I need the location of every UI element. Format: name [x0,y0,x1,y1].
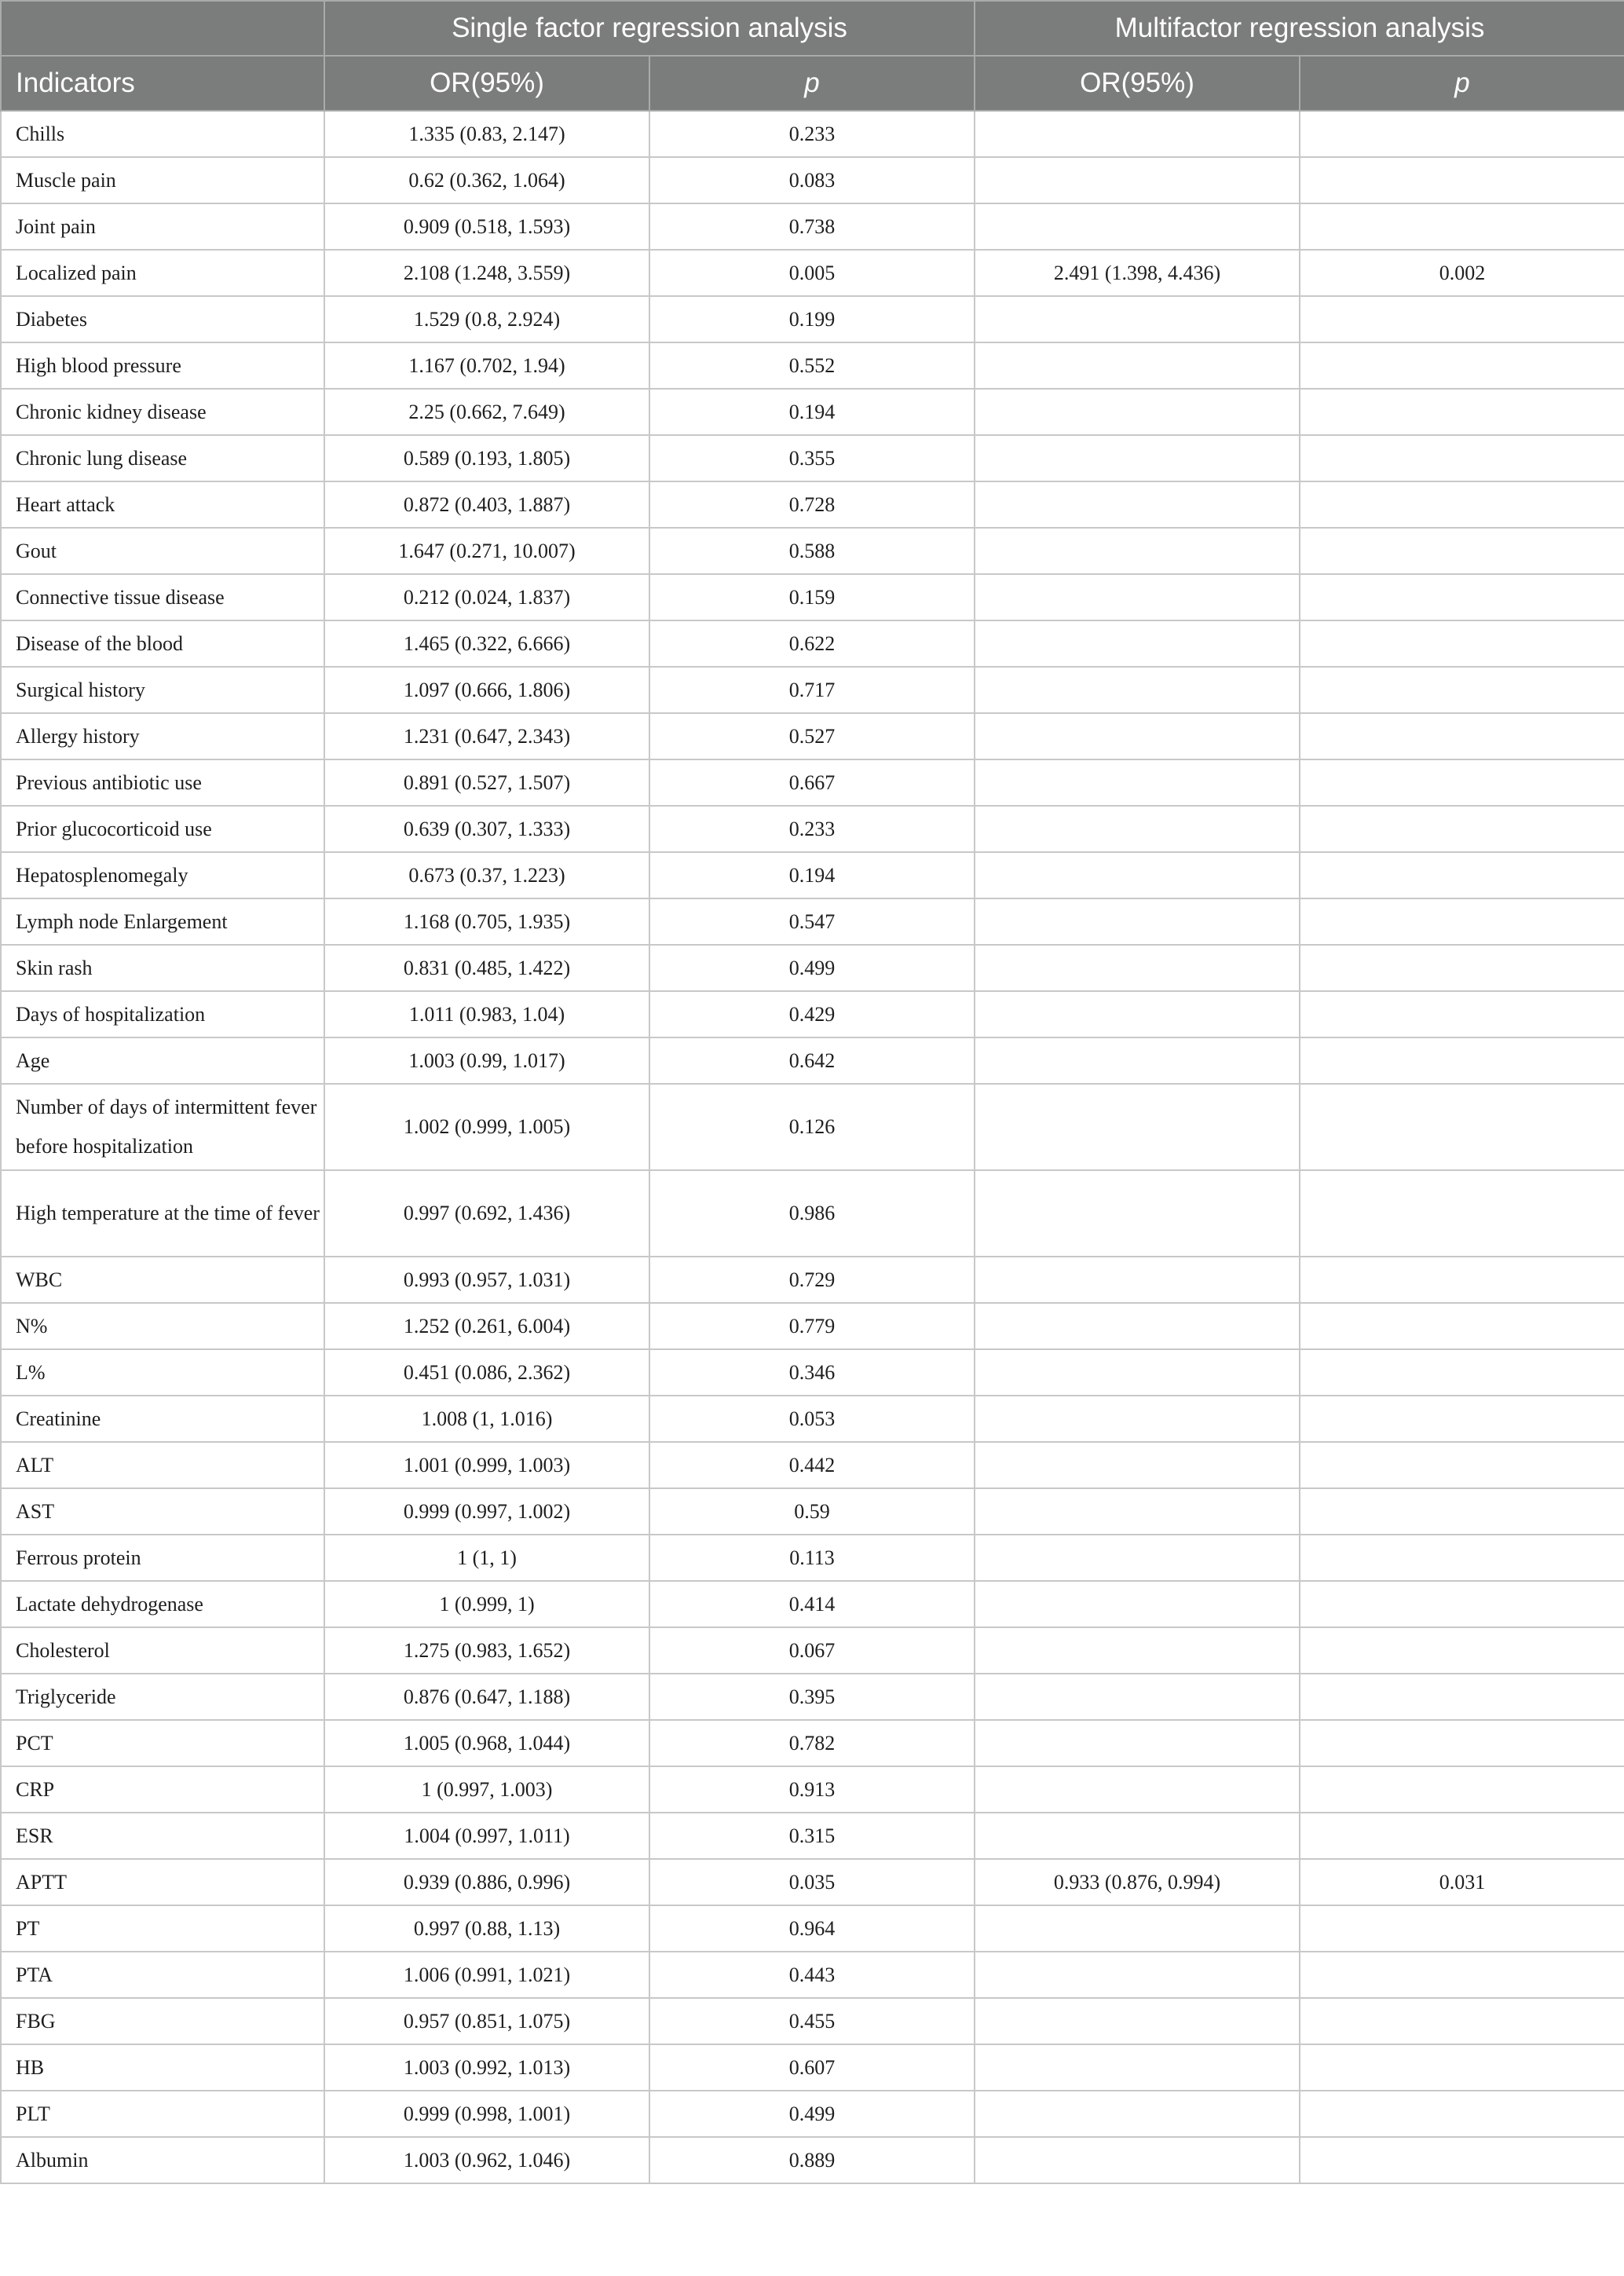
p-multi-cell [1300,435,1624,481]
or-single-cell: 1.167 (0.702, 1.94) [324,342,649,389]
table-row [1,1084,1624,1170]
or-multi-cell [975,1766,1300,1813]
indicator-cell: Chronic lung disease [1,435,324,481]
or-multi-cell [975,1813,1300,1859]
table-row [1,852,1624,898]
p-multi-cell: 0.002 [1300,250,1624,296]
indicator-cell: Allergy history [1,713,324,759]
indicator-cell: L% [1,1349,324,1396]
p-multi-cell [1300,1905,1624,1952]
indicator-cell: ALT [1,1442,324,1488]
or-single-cell: 0.212 (0.024, 1.837) [324,574,649,620]
indicator-cell: Albumin [1,2137,324,2183]
or-single-cell: 0.673 (0.37, 1.223) [324,852,649,898]
or-multi-cell [975,991,1300,1037]
p-multi-cell [1300,528,1624,574]
p-single-cell: 0.667 [649,759,975,806]
or-multi-cell [975,342,1300,389]
table-row [1,111,1624,157]
p-multi-cell [1300,203,1624,250]
table-row [1,1627,1624,1674]
p-single-cell: 0.59 [649,1488,975,1535]
table-row [1,667,1624,713]
p-multi-cell [1300,713,1624,759]
indicator-cell: Lymph node Enlargement [1,898,324,945]
p-multi-cell [1300,2044,1624,2091]
or-multi-cell [975,1998,1300,2044]
or-multi-cell [975,1952,1300,1998]
or-multi-cell [975,203,1300,250]
p-multi-cell [1300,296,1624,342]
or-single-cell: 1.252 (0.261, 6.004) [324,1303,649,1349]
indicator-cell: Previous antibiotic use [1,759,324,806]
p-multi-cell [1300,157,1624,203]
or-multi-cell [975,574,1300,620]
table-row [1,435,1624,481]
header-single-factor: Single factor regression analysis [324,1,975,56]
or-multi-cell [975,1905,1300,1952]
or-single-cell: 1.529 (0.8, 2.924) [324,296,649,342]
or-single-cell: 1.335 (0.83, 2.147) [324,111,649,157]
p-single-cell: 0.067 [649,1627,975,1674]
table-row [1,1905,1624,1952]
table-header [1,1,1624,111]
p-single-cell: 0.622 [649,620,975,667]
or-multi-cell [975,1674,1300,1720]
or-multi-cell [975,1627,1300,1674]
p-multi-cell [1300,481,1624,528]
or-multi-cell [975,713,1300,759]
table-row [1,250,1624,296]
indicator-cell: PT [1,1905,324,1952]
p-single-cell: 0.233 [649,111,975,157]
p-multi-cell [1300,1349,1624,1396]
indicator-cell: Number of days of intermittent fever before hospitalization [1,1084,324,1170]
or-multi-cell [975,1170,1300,1257]
table-row [1,991,1624,1037]
p-single-cell: 0.113 [649,1535,975,1581]
or-single-cell: 0.997 (0.692, 1.436) [324,1170,649,1257]
indicator-cell: WBC [1,1257,324,1303]
p-multi-cell [1300,342,1624,389]
p-single-cell: 0.315 [649,1813,975,1859]
indicator-cell: Joint pain [1,203,324,250]
or-multi-cell [975,759,1300,806]
or-multi-cell [975,1349,1300,1396]
header-column-row [1,56,1624,111]
p-multi-cell [1300,898,1624,945]
p-multi-cell [1300,1303,1624,1349]
p-single-cell: 0.588 [649,528,975,574]
or-multi-cell [975,528,1300,574]
or-multi-cell [975,1581,1300,1627]
p-multi-cell [1300,1720,1624,1766]
table-row [1,1037,1624,1084]
or-single-cell: 1.005 (0.968, 1.044) [324,1720,649,1766]
p-multi-cell [1300,1084,1624,1170]
p-single-cell: 0.126 [649,1084,975,1170]
or-single-cell: 1 (1, 1) [324,1535,649,1581]
p-single-cell: 0.429 [649,991,975,1037]
or-single-cell: 2.25 (0.662, 7.649) [324,389,649,435]
indicator-cell: Prior glucocorticoid use [1,806,324,852]
or-multi-cell [975,806,1300,852]
p-single-cell: 0.442 [649,1442,975,1488]
or-multi-cell [975,852,1300,898]
p-single-cell: 0.779 [649,1303,975,1349]
p-single-cell: 0.728 [649,481,975,528]
p-single-cell: 0.355 [649,435,975,481]
or-single-cell: 1.003 (0.99, 1.017) [324,1037,649,1084]
table-row [1,620,1624,667]
indicator-cell: Cholesterol [1,1627,324,1674]
p-multi-cell [1300,2091,1624,2137]
or-multi-cell [975,898,1300,945]
table-row [1,898,1624,945]
p-multi-cell [1300,1442,1624,1488]
indicator-cell: High blood pressure [1,342,324,389]
or-multi-cell [975,945,1300,991]
or-single-cell: 1.008 (1, 1.016) [324,1396,649,1442]
p-multi-cell: 0.031 [1300,1859,1624,1905]
p-multi-cell [1300,1257,1624,1303]
table-row [1,1581,1624,1627]
p-multi-cell [1300,1998,1624,2044]
or-multi-cell [975,1396,1300,1442]
or-single-cell: 1 (0.997, 1.003) [324,1766,649,1813]
or-multi-cell [975,1303,1300,1349]
p-single-cell: 0.527 [649,713,975,759]
p-single-cell: 0.717 [649,667,975,713]
indicator-cell: Hepatosplenomegaly [1,852,324,898]
p-multi-cell [1300,1813,1624,1859]
p-single-cell: 0.199 [649,296,975,342]
or-multi-cell [975,296,1300,342]
or-single-cell: 1.097 (0.666, 1.806) [324,667,649,713]
table-body [1,111,1624,2183]
or-multi-cell [975,481,1300,528]
table-row [1,1813,1624,1859]
table-row [1,296,1624,342]
table-row [1,945,1624,991]
or-single-cell: 1.001 (0.999, 1.003) [324,1442,649,1488]
p-multi-cell [1300,945,1624,991]
or-single-cell: 1.231 (0.647, 2.343) [324,713,649,759]
table-row [1,1535,1624,1581]
p-multi-cell [1300,1037,1624,1084]
or-single-cell: 0.993 (0.957, 1.031) [324,1257,649,1303]
header-group-row [1,1,1624,56]
table-row [1,1720,1624,1766]
or-single-cell: 1 (0.999, 1) [324,1581,649,1627]
p-single-cell: 0.414 [649,1581,975,1627]
or-single-cell: 0.999 (0.998, 1.001) [324,2091,649,2137]
p-single-cell: 0.083 [649,157,975,203]
or-single-cell: 0.589 (0.193, 1.805) [324,435,649,481]
indicator-cell: Localized pain [1,250,324,296]
indicator-cell: APTT [1,1859,324,1905]
indicator-cell: Chronic kidney disease [1,389,324,435]
or-multi-cell [975,620,1300,667]
p-single-cell: 0.642 [649,1037,975,1084]
indicator-cell: Creatinine [1,1396,324,1442]
table-row [1,481,1624,528]
or-multi-cell [975,1037,1300,1084]
or-multi-cell: 2.491 (1.398, 4.436) [975,250,1300,296]
p-single-cell: 0.964 [649,1905,975,1952]
p-single-cell: 0.035 [649,1859,975,1905]
p-multi-cell [1300,2137,1624,2183]
or-single-cell: 1.465 (0.322, 6.666) [324,620,649,667]
p-single-cell: 0.889 [649,2137,975,2183]
header-or-multi: OR(95%) [975,56,1300,111]
or-multi-cell [975,111,1300,157]
or-multi-cell [975,435,1300,481]
indicator-cell: Surgical history [1,667,324,713]
table-row [1,806,1624,852]
table-row [1,528,1624,574]
table-row [1,1170,1624,1257]
or-single-cell: 0.939 (0.886, 0.996) [324,1859,649,1905]
p-multi-cell [1300,1627,1624,1674]
p-single-cell: 0.233 [649,806,975,852]
p-multi-cell [1300,1581,1624,1627]
table-row [1,1859,1624,1905]
or-multi-cell [975,1442,1300,1488]
p-single-cell: 0.547 [649,898,975,945]
table-row [1,713,1624,759]
indicator-cell: PTA [1,1952,324,1998]
or-multi-cell [975,1257,1300,1303]
p-single-cell: 0.443 [649,1952,975,1998]
or-single-cell: 2.108 (1.248, 3.559) [324,250,649,296]
indicator-cell: Gout [1,528,324,574]
or-single-cell: 1.011 (0.983, 1.04) [324,991,649,1037]
or-multi-cell [975,667,1300,713]
header-p-multi: p [1300,56,1624,111]
table-row [1,1442,1624,1488]
table-row [1,389,1624,435]
p-single-cell: 0.194 [649,389,975,435]
or-single-cell: 0.872 (0.403, 1.887) [324,481,649,528]
indicator-cell: Ferrous protein [1,1535,324,1581]
table-row [1,1349,1624,1396]
or-single-cell: 0.62 (0.362, 1.064) [324,157,649,203]
p-single-cell: 0.552 [649,342,975,389]
indicator-cell: ESR [1,1813,324,1859]
p-single-cell: 0.782 [649,1720,975,1766]
indicator-cell: CRP [1,1766,324,1813]
table-row [1,759,1624,806]
or-single-cell: 1.647 (0.271, 10.007) [324,528,649,574]
p-multi-cell [1300,1674,1624,1720]
indicator-cell: Connective tissue disease [1,574,324,620]
p-multi-cell [1300,852,1624,898]
indicator-cell: Skin rash [1,945,324,991]
table-row [1,1998,1624,2044]
indicator-cell: Lactate dehydrogenase [1,1581,324,1627]
or-single-cell: 1.168 (0.705, 1.935) [324,898,649,945]
p-single-cell: 0.499 [649,945,975,991]
header-indicators: Indicators [1,56,324,111]
or-multi-cell [975,2044,1300,2091]
or-single-cell: 1.003 (0.992, 1.013) [324,2044,649,2091]
table-row [1,2091,1624,2137]
p-multi-cell [1300,620,1624,667]
p-multi-cell [1300,1488,1624,1535]
indicator-cell: HB [1,2044,324,2091]
or-multi-cell: 0.933 (0.876, 0.994) [975,1859,1300,1905]
p-multi-cell [1300,1766,1624,1813]
or-single-cell: 0.639 (0.307, 1.333) [324,806,649,852]
indicator-cell: Muscle pain [1,157,324,203]
indicator-cell: Heart attack [1,481,324,528]
or-single-cell: 1.003 (0.962, 1.046) [324,2137,649,2183]
indicator-cell: AST [1,1488,324,1535]
indicator-cell: High temperature at the time of fever [1,1170,324,1257]
or-single-cell: 0.999 (0.997, 1.002) [324,1488,649,1535]
p-multi-cell [1300,991,1624,1037]
header-or-single: OR(95%) [324,56,649,111]
p-single-cell: 0.053 [649,1396,975,1442]
table-row [1,1396,1624,1442]
indicator-cell: Chills [1,111,324,157]
p-single-cell: 0.194 [649,852,975,898]
indicator-cell: PCT [1,1720,324,1766]
table-row [1,1766,1624,1813]
table-row [1,157,1624,203]
table-row [1,574,1624,620]
p-multi-cell [1300,1396,1624,1442]
p-single-cell: 0.607 [649,2044,975,2091]
p-multi-cell [1300,574,1624,620]
p-single-cell: 0.729 [649,1257,975,1303]
indicator-cell: N% [1,1303,324,1349]
or-multi-cell [975,2137,1300,2183]
or-single-cell: 0.451 (0.086, 2.362) [324,1349,649,1396]
table-row [1,1952,1624,1998]
p-multi-cell [1300,111,1624,157]
p-single-cell: 0.499 [649,2091,975,2137]
or-multi-cell [975,389,1300,435]
p-single-cell: 0.005 [649,250,975,296]
table-row [1,1488,1624,1535]
table-row [1,1257,1624,1303]
or-multi-cell [975,1720,1300,1766]
header-blank-cell [1,1,324,56]
table-row [1,1303,1624,1349]
p-single-cell: 0.395 [649,1674,975,1720]
or-multi-cell [975,157,1300,203]
indicator-cell: Disease of the blood [1,620,324,667]
table-row [1,1674,1624,1720]
or-single-cell: 1.002 (0.999, 1.005) [324,1084,649,1170]
p-multi-cell [1300,389,1624,435]
p-single-cell: 0.346 [649,1349,975,1396]
or-single-cell: 0.957 (0.851, 1.075) [324,1998,649,2044]
or-single-cell: 1.275 (0.983, 1.652) [324,1627,649,1674]
indicator-cell: Diabetes [1,296,324,342]
or-multi-cell [975,2091,1300,2137]
p-single-cell: 0.159 [649,574,975,620]
indicator-cell: PLT [1,2091,324,2137]
or-single-cell: 0.831 (0.485, 1.422) [324,945,649,991]
or-single-cell: 0.997 (0.88, 1.13) [324,1905,649,1952]
indicator-cell: Days of hospitalization [1,991,324,1037]
p-single-cell: 0.455 [649,1998,975,2044]
or-single-cell: 0.876 (0.647, 1.188) [324,1674,649,1720]
p-single-cell: 0.738 [649,203,975,250]
p-multi-cell [1300,759,1624,806]
or-multi-cell [975,1488,1300,1535]
header-p-single: p [649,56,975,111]
header-multifactor: Multifactor regression analysis [975,1,1624,56]
table-row [1,342,1624,389]
p-multi-cell [1300,806,1624,852]
table-row [1,203,1624,250]
indicator-cell: FBG [1,1998,324,2044]
p-multi-cell [1300,1170,1624,1257]
table-row [1,2044,1624,2091]
indicator-cell: Age [1,1037,324,1084]
indicator-cell: Triglyceride [1,1674,324,1720]
or-multi-cell [975,1535,1300,1581]
or-single-cell: 1.004 (0.997, 1.011) [324,1813,649,1859]
or-multi-cell [975,1084,1300,1170]
table-row [1,2137,1624,2183]
p-single-cell: 0.913 [649,1766,975,1813]
p-multi-cell [1300,667,1624,713]
or-single-cell: 0.891 (0.527, 1.507) [324,759,649,806]
or-single-cell: 1.006 (0.991, 1.021) [324,1952,649,1998]
or-single-cell: 0.909 (0.518, 1.593) [324,203,649,250]
p-single-cell: 0.986 [649,1170,975,1257]
p-multi-cell [1300,1535,1624,1581]
p-multi-cell [1300,1952,1624,1998]
